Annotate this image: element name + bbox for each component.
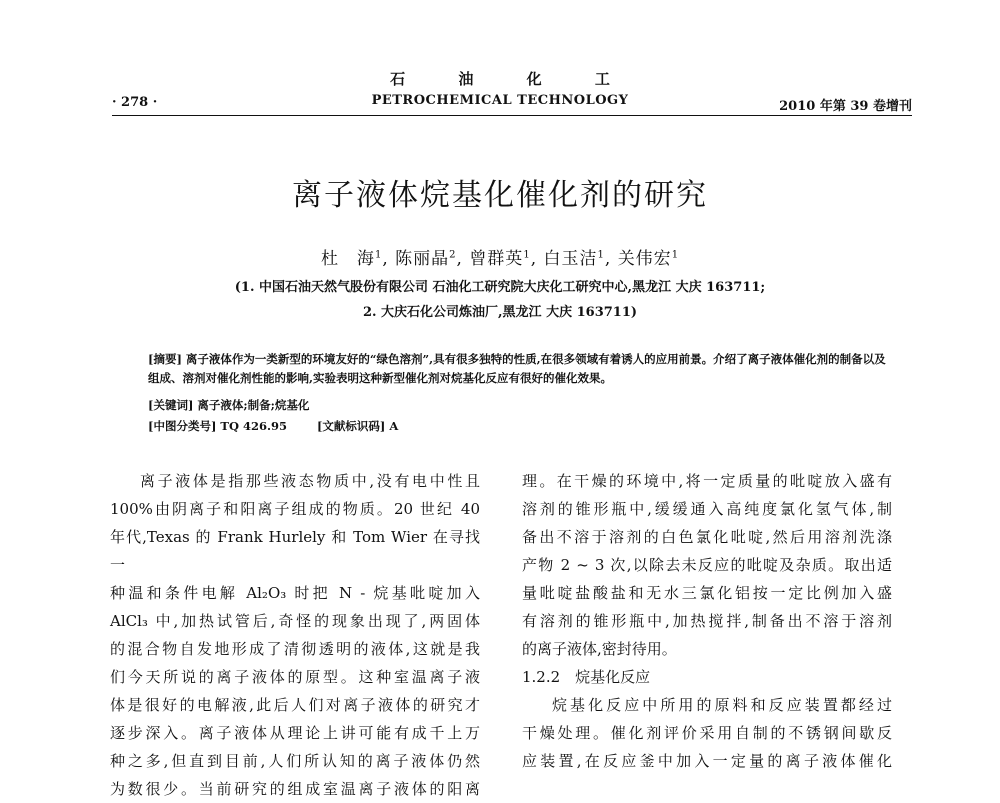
author-affil-mark: 1 — [671, 249, 680, 261]
page-number: · 278 · — [112, 95, 158, 110]
author-separator: , — [456, 249, 463, 269]
author-affil-mark: 1 — [374, 249, 383, 261]
classification-code: [中图分类号] TQ 426.95 — [148, 419, 287, 433]
body-line: 年代,Texas 的 Frank Hurlely 和 Tom Wier 在寻找一 — [110, 528, 480, 574]
body-line: 理。在干燥的环境中,将一定质量的吡啶放入盛有 — [522, 472, 892, 490]
body-line: 的离子液体,密封待用。 — [522, 640, 677, 658]
author-name: 曾群英 — [469, 249, 524, 269]
body-line: 备出不溶于溶剂的白色氯化吡啶,然后用溶剂洗涤 — [522, 528, 892, 546]
body-line: 干燥处理。催化剂评价采用自制的不锈钢间歇反 — [522, 724, 892, 742]
author-separator: , — [382, 249, 389, 269]
author-separator: , — [604, 249, 612, 269]
abstract-text: [摘要] 离子液体作为一类新型的环境友好的“绿色溶剂”,具有很多独特的性质,在很多领域有着诱人的应用前景。介绍了离子液体催化剂的制备以及组成、溶剂对催化剂性能的影响,实验表明这种新型催化剂对烷基化反应有很好的催化效果。 — [148, 352, 886, 385]
header-rule — [112, 115, 912, 116]
journal-title-en: PETROCHEMICAL TECHNOLOGY — [371, 93, 629, 108]
author-list — [0, 244, 1000, 269]
body-column-left — [110, 467, 480, 803]
body-line: 烷基化反应中所用的原料和反应装置都经过 — [552, 696, 892, 714]
author-name: 陈丽晶 — [395, 249, 450, 269]
body-line: 100%由阴离子和阳离子组成的物质。20 世纪 40 — [110, 500, 480, 518]
body-line: 溶剂的锥形瓶中,缓缓通入高纯度氯化氢气体,制 — [522, 500, 892, 518]
body-line: 种温和条件电解 Al₂O₃ 时把 N - 烷基吡啶加入 — [110, 584, 480, 602]
author-name: 杜 海 — [320, 249, 375, 269]
author-affil-mark: 2 — [449, 249, 457, 261]
author-name: 白玉洁 — [543, 249, 598, 269]
body-line: 离子液体是指那些液态物质中,没有电中性且 — [140, 472, 480, 490]
body-line: 有溶剂的锥形瓶中,加热搅拌,制备出不溶于溶剂 — [522, 612, 892, 630]
keywords: [关键词] 离子液体;制备;烷基化 — [148, 398, 310, 412]
body-line: 为数很少。当前研究的组成室温离子液体的阳离 — [110, 780, 480, 798]
classification-line — [148, 417, 886, 436]
body-line: 应装置,在反应釜中加入一定量的离子液体催化 — [522, 752, 892, 770]
body-column-right — [522, 467, 892, 775]
section-heading: 1.2.2 烷基化反应 — [522, 668, 651, 686]
issue-info: 2010 年第 39 卷增刊 — [779, 99, 912, 114]
affiliation-2: 2. 大庆石化公司炼油厂,黑龙江 大庆 163711) — [362, 305, 638, 320]
body-line: 体是很好的电解液,此后人们对离子液体的研究才 — [110, 696, 480, 714]
body-line: 们今天所说的离子液体的原型。这种室温离子液 — [110, 668, 480, 686]
body-line: 逐步深入。离子液体从理论上讲可能有成千上万 — [110, 724, 480, 742]
author-name: 关伟宏 — [617, 249, 672, 269]
body-line: 种之多,但直到目前,人们所认知的离子液体仍然 — [110, 752, 480, 770]
article-title: 离子液体烷基化催化剂的研究 — [292, 178, 708, 213]
affiliation-1: (1. 中国石油天然气股份有限公司 石油化工研究院大庆化工研究中心,黑龙江 大庆 163711; — [234, 280, 766, 295]
journal-title-cn: 石 油 化 工 — [390, 70, 634, 88]
body-line: 产物 2 ~ 3 次,以除去未反应的吡啶及杂质。取出适 — [522, 556, 892, 574]
document-code: [文献标识码] A — [316, 419, 399, 433]
body-line: 的混合物自发地形成了清彻透明的液体,这就是我 — [110, 640, 480, 658]
author-affil-mark: 1 — [597, 249, 605, 261]
body-line: 量吡啶盐酸盐和无水三氯化铝按一定比例加入盛 — [522, 584, 892, 602]
author-affil-mark: 1 — [523, 249, 531, 261]
author-separator: , — [530, 249, 538, 269]
body-line: AlCl₃ 中,加热试管后,奇怪的现象出现了,两固体 — [110, 612, 480, 630]
